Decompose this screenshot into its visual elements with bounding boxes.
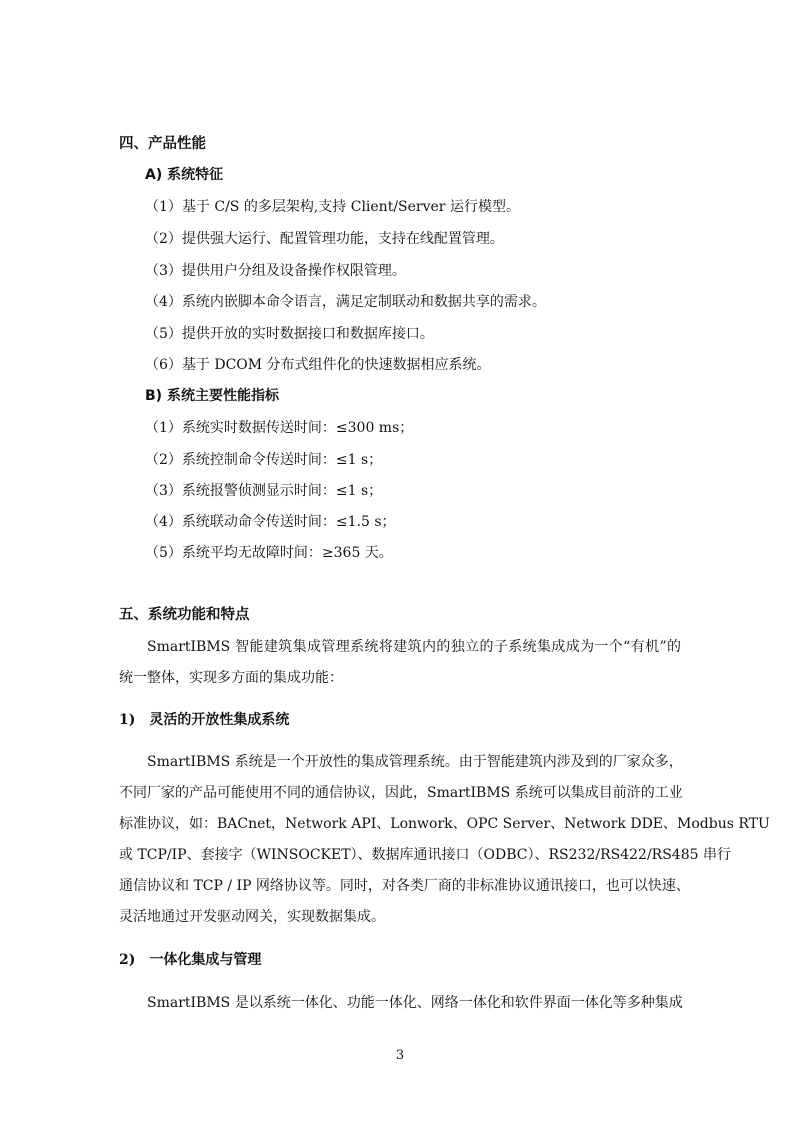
performance-item-3: （3）系统报警侦测显示时间：≤1 s； — [145, 483, 383, 499]
section-5-heading: 五、系统功能和特点 — [119, 606, 250, 623]
subsection-1-heading: 1) 灵活的开放性集成系统 — [119, 712, 290, 728]
open-system-line-2: 不同厂家的产品可能使用不同的通信协议，因此，SmartIBMS 系统可以集成目前浒的工业 — [119, 785, 683, 801]
subsection-a-heading: A) 系统特征 — [145, 167, 224, 183]
intro-paragraph-line-1: SmartIBMS 智能建筑集成管理系统将建筑内的独立的子系统集成成为一个“有机”的 — [147, 639, 681, 655]
open-system-line-5: 通信协议和 TCP / IP 网络协议等。同时，对各类厂商的非标准协议通讯接口，也可以快速、 — [119, 878, 690, 894]
open-system-line-3: 标准协议，如：BACnet，Network API、Lonwork、OPC Server、Network DDE、Modbus RTU — [119, 816, 770, 832]
feature-item-4: （4）系统内嵌脚本命令语言，满足定制联动和数据共享的需求。 — [145, 294, 546, 310]
feature-item-6: （6）基于 DCOM 分布式组件化的快速数据相应系统。 — [145, 357, 491, 373]
subsection-b-heading: B) 系统主要性能指标 — [145, 388, 279, 404]
section-4-heading: 四、产品性能 — [119, 135, 206, 152]
feature-item-3: （3）提供用户分组及设备操作权限管理。 — [145, 263, 406, 279]
performance-item-1: （1）系统实时数据传送时间：≤300 ms； — [145, 420, 414, 436]
intro-paragraph-line-2: 统一整体，实现多方面的集成功能： — [119, 670, 343, 686]
feature-item-1: （1）基于 C/S 的多层架构,支持 Client/Server 运行模型。 — [145, 199, 520, 215]
subsection-2-heading: 2) 一体化集成与管理 — [119, 952, 262, 968]
feature-item-5: （5）提供开放的实时数据接口和数据库接口。 — [145, 326, 434, 342]
feature-item-2: （2）提供强大运行、配置管理功能，支持在线配置管理。 — [145, 231, 504, 247]
open-system-line-4: 或 TCP/IP、套接字（WINSOCKET）、数据库通讯接口（ODBC）、RS232/RS422/RS485 串行 — [119, 847, 731, 863]
performance-item-4: （4）系统联动命令传送时间：≤1.5 s； — [145, 514, 396, 530]
page-number: 3 — [395, 1048, 405, 1063]
performance-item-2: （2）系统控制命令传送时间：≤1 s； — [145, 452, 383, 468]
open-system-line-6: 灵活地通过开发驱动网关，实现数据集成。 — [119, 909, 385, 925]
open-system-line-1: SmartIBMS 系统是一个开放性的集成管理系统。由于智能建筑内涉及到的厂家众多， — [147, 754, 683, 770]
performance-item-5: （5）系统平均无故障时间：≥365 天。 — [145, 545, 393, 561]
integration-line-1: SmartIBMS 是以系统一体化、功能一体化、网络一体化和软件界面一体化等多种集成 — [147, 995, 683, 1011]
